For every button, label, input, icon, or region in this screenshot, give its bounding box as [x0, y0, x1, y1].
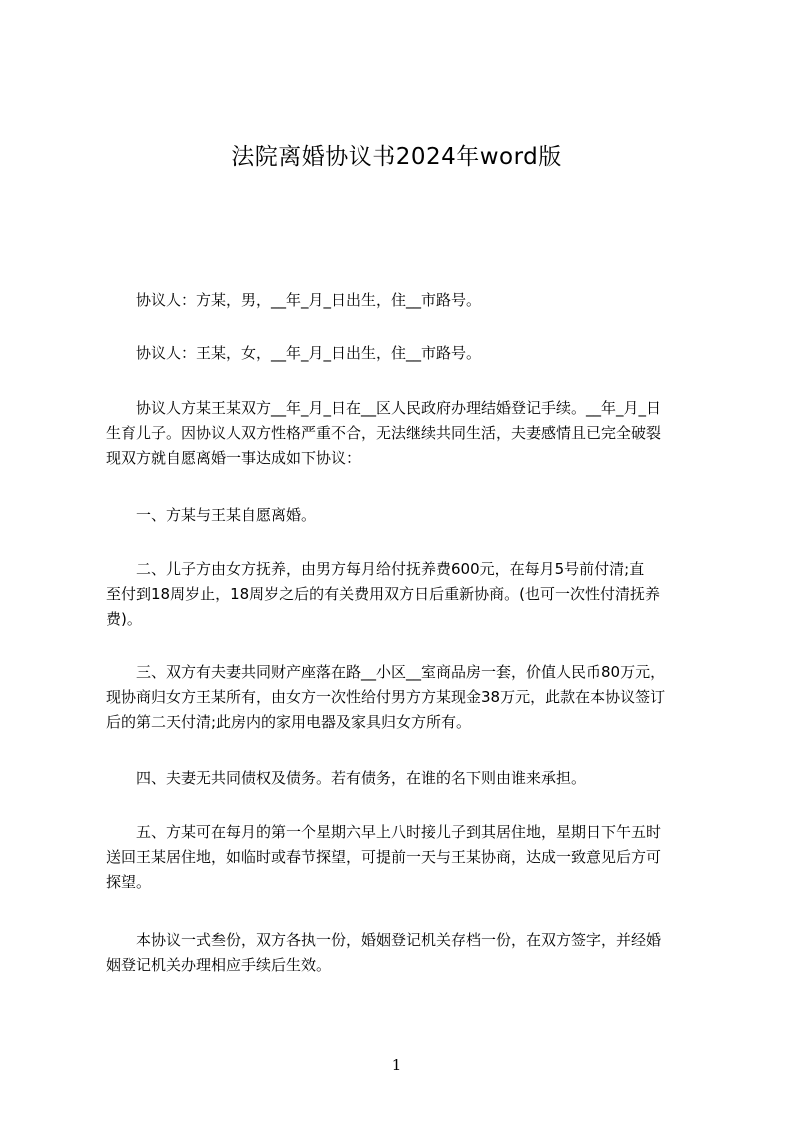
- paragraph-effect: [106, 928, 702, 978]
- paragraph-clause-4: [106, 766, 702, 791]
- text-line: 送回王某居住地，如临时或春节探望，可提前一天与王某协商，达成一致意见后方可: [106, 848, 662, 866]
- text-line: 现协商归女方王某所有，由女方一次性给付男方方某现金38万元，此款在本协议签订: [106, 688, 666, 706]
- paragraph-clause-1: [106, 503, 702, 528]
- text-line: 费)。: [106, 610, 142, 628]
- page-number: 1: [391, 1056, 402, 1074]
- text-line: 本协议一式叁份，双方各执一份，婚姻登记机关存档一份，在双方签字，并经婚: [106, 931, 662, 949]
- paragraph-party-a: [106, 288, 702, 313]
- text-line: 至付到18周岁止，18周岁之后的有关费用双方日后重新协商。(也可一次性付清抚养: [106, 585, 661, 603]
- document-title: 法院离婚协议书2024年word版: [231, 144, 562, 170]
- text-line: 三、双方有夫妻共同财产座落在路__小区__室商品房一套，价值人民币80万元，: [106, 663, 666, 681]
- paragraph-clause-3: [106, 660, 702, 735]
- text-line: 生育儿子。因协议人双方性格严重不合，无法继续共同生活，夫妻感情且已完全破裂: [106, 424, 662, 442]
- text-line: 四、夫妻无共同债权及债务。若有债务，在谁的名下则由谁来承担。: [106, 769, 587, 787]
- paragraph-party-b: [106, 341, 702, 366]
- text-line: 后的第二天付清;此房内的家用电器及家具归女方所有。: [106, 713, 472, 731]
- text-line: 五、方某可在每月的第一个星期六早上八时接儿子到其居住地，星期日下午五时: [106, 823, 662, 841]
- text-line: 协议人方某王某双方__年_月_日在__区人民政府办理结婚登记手续。__年_月_日: [106, 399, 662, 417]
- paragraph-clause-2: [106, 557, 702, 632]
- text-line: 二、儿子方由女方抚养，由男方每月给付抚养费600元，在每月5号前付清;直: [106, 560, 645, 578]
- text-line: 探望。: [106, 873, 152, 891]
- text-line: 协议人：王某，女，__年_月_日出生，住__市路号。: [106, 344, 482, 362]
- text-line: 姻登记机关办理相应手续后生效。: [106, 956, 332, 974]
- paragraph-clause-5: [106, 820, 702, 895]
- text-line: 现双方就自愿离婚一事达成如下协议：: [106, 449, 362, 467]
- text-line: 协议人：方某，男，__年_月_日出生，住__市路号。: [106, 291, 482, 309]
- paragraph-preamble: [106, 396, 702, 471]
- text-line: 一、方某与王某自愿离婚。: [106, 506, 317, 524]
